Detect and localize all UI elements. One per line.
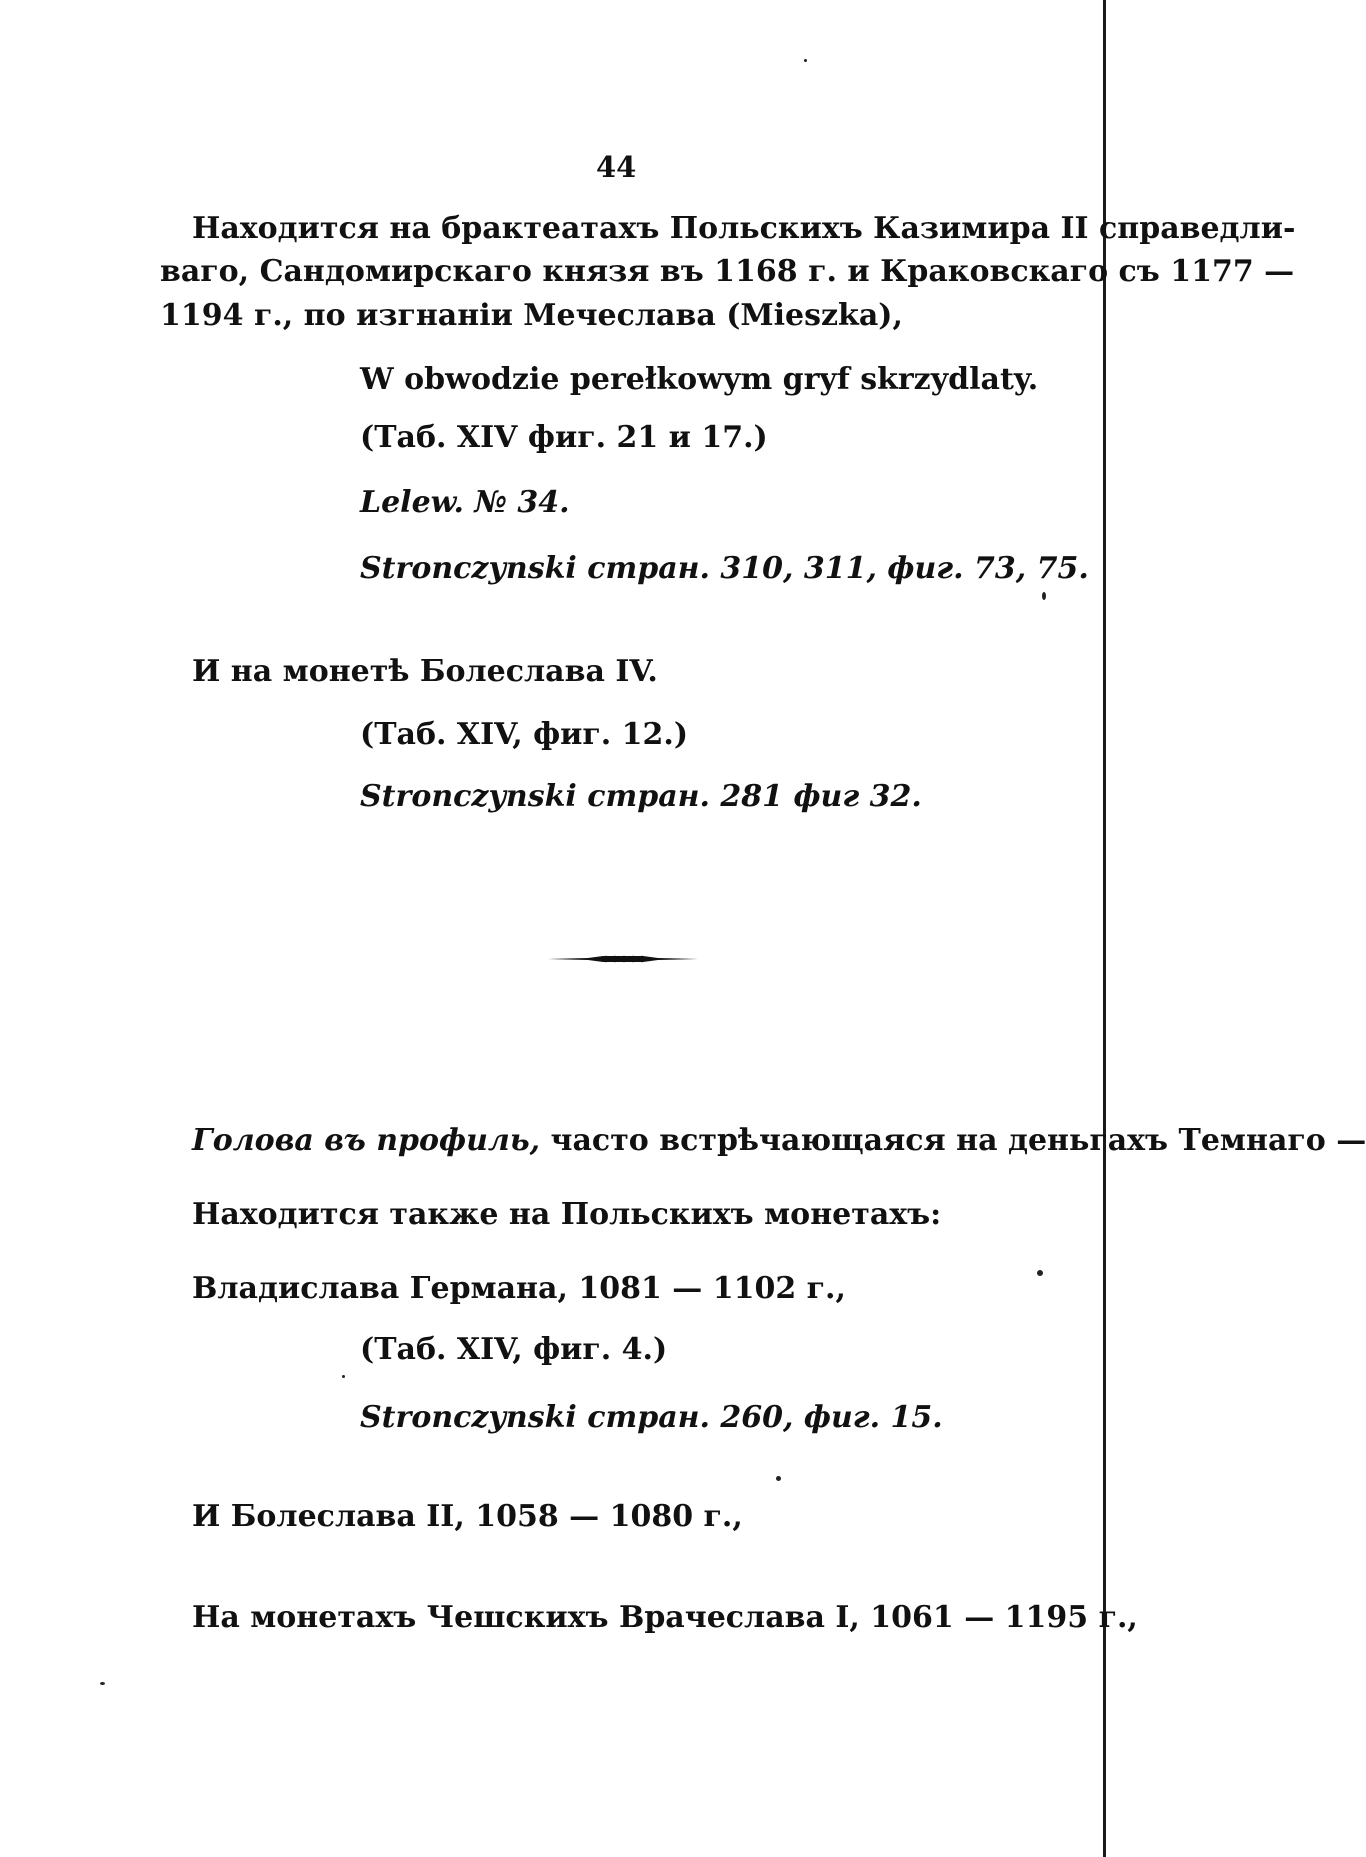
table-reference-2: (Таб. XIV, фиг. 12.) (360, 717, 689, 752)
paragraph-1-line-1: Находится на брактеатахъ Польскихъ Казимира II справедли- (192, 211, 1296, 246)
paragraph-2-line-1: И на монетѣ Болеслава IV. (192, 654, 658, 689)
stronczynski-reference-2: Stronczynski стран. 281 фиг 32. (360, 779, 922, 814)
table-reference-3: (Таб. XIV, фиг. 4.) (360, 1332, 668, 1367)
polish-description: W obwodzie perełkowym gryf skrzydlaty. (360, 362, 1039, 397)
scan-speck (1037, 1270, 1043, 1276)
table-reference-1: (Таб. XIV фиг. 21 и 17.) (360, 420, 768, 455)
scan-speck (776, 1476, 781, 1481)
scan-speck (342, 1375, 345, 1378)
paragraph-3-heading (192, 1123, 1366, 1158)
lelewel-reference: Lelew. № 34. (360, 485, 570, 520)
paragraph-3-line-4: И Болеслава II, 1058 — 1080 г., (192, 1499, 743, 1534)
paragraph-1-line-2: ваго, Сандомирскаго князя въ 1168 г. и Краковскаго съ 1177 — (160, 254, 1295, 289)
heading-italic-phrase: Голова въ профиль, (192, 1123, 541, 1158)
page-number: 44 (596, 150, 637, 184)
paragraph-3-line-3: Владислава Германа, 1081 — 1102 г., (192, 1271, 846, 1306)
paragraph-1-line-3: 1194 г., по изгнаніи Мечеслава (Mieszka), (160, 298, 903, 333)
stronczynski-reference-1: Stronczynski стран. 310, 311, фиг. 73, 75. (360, 551, 1089, 586)
scan-speck (804, 59, 807, 62)
scan-speck (1042, 592, 1046, 600)
heading-rest: часто встрѣчающаяся на деньгахъ Темнаго — (540, 1123, 1366, 1158)
ornament-divider (548, 952, 698, 966)
stronczynski-reference-3: Stronczynski стран. 260, фиг. 15. (360, 1400, 943, 1435)
scan-speck (100, 1682, 105, 1685)
paragraph-3-line-2: Находится также на Польскихъ монетахъ: (192, 1197, 942, 1232)
paragraph-3-line-5: На монетахъ Чешскихъ Врачеслава I, 1061 — 1195 г., (192, 1600, 1138, 1635)
